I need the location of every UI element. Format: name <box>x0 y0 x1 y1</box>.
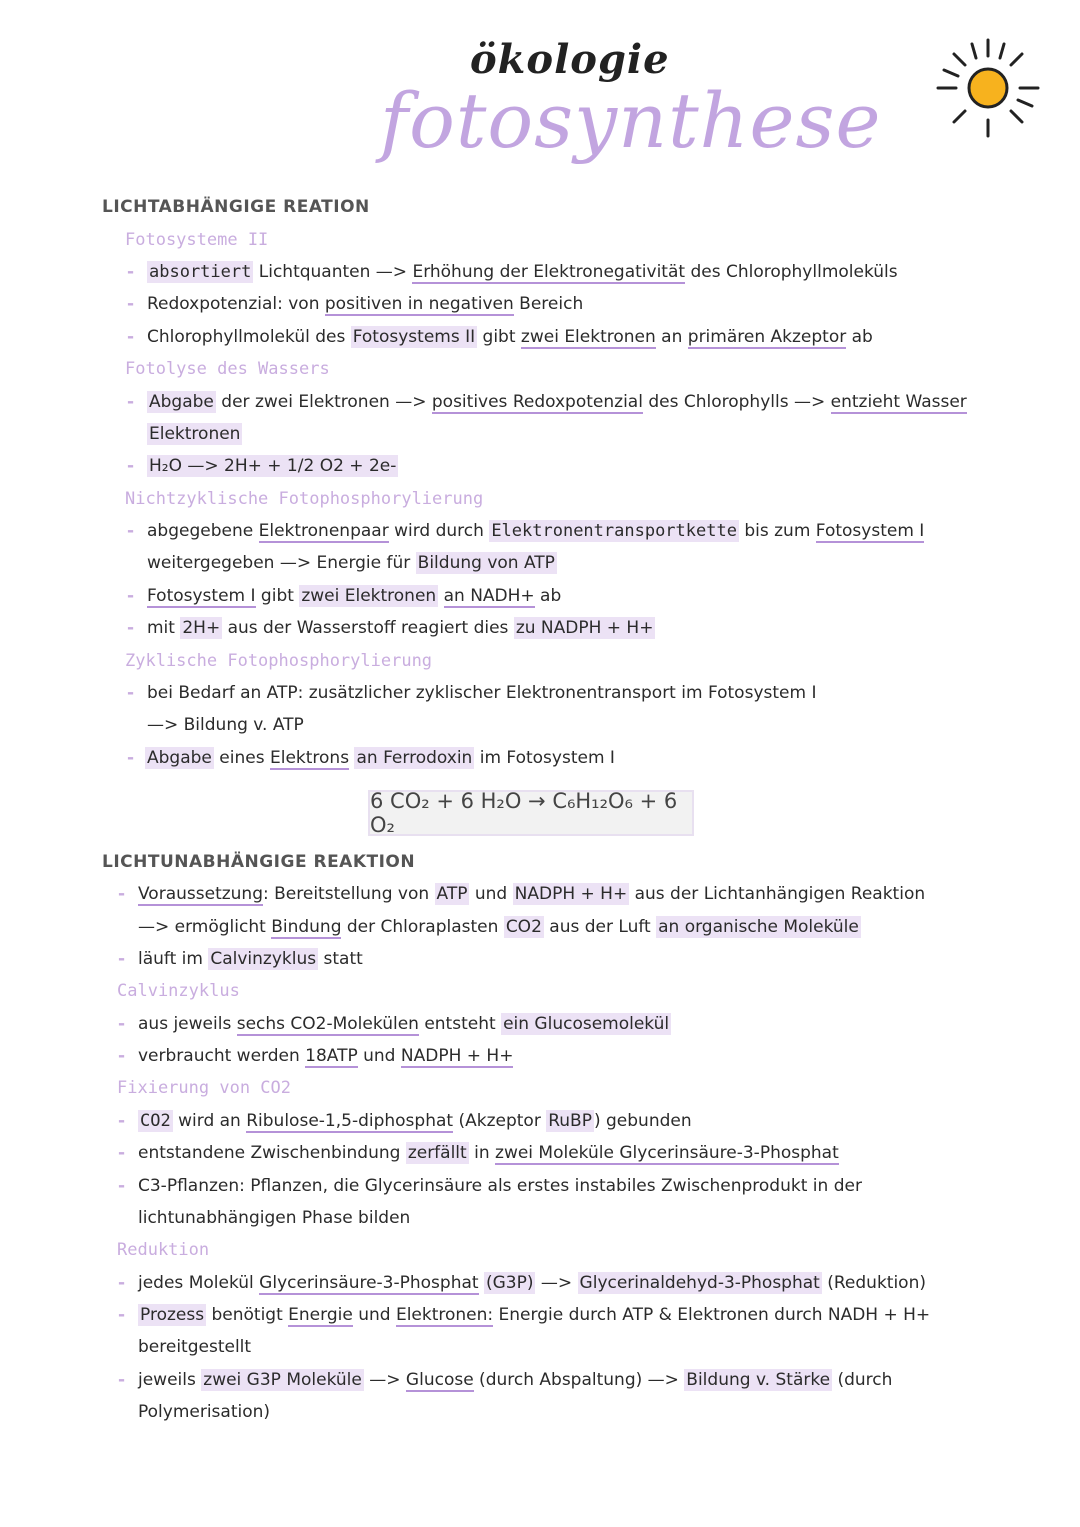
section-heading-light: LICHTABHÄNGIGE REATION <box>102 197 370 217</box>
bullet-dash: - <box>118 884 126 904</box>
bullet-dash: - <box>127 586 135 606</box>
subheading-cyclic: Zyklische Fotophosphorylierung <box>125 651 433 671</box>
subheading-ps2: Fotosysteme II <box>125 230 269 250</box>
subheading-fixation: Fixierung von CO2 <box>117 1078 291 1098</box>
bullet-dash: - <box>127 456 135 476</box>
note-line: bei Bedarf an ATP: zusätzlicher zyklischer Elektronentransport im Fotosystem I <box>147 683 817 703</box>
bullet-dash: - <box>127 683 135 703</box>
note-line: läuft im Calvinzyklus statt <box>138 949 363 969</box>
bullet-dash: - <box>118 1014 126 1034</box>
note-line: Redoxpotenzial: von positiven in negativen Bereich <box>147 294 584 314</box>
subheading-reduction: Reduktion <box>117 1240 210 1260</box>
bullet-dash: - <box>127 327 135 347</box>
note-line: abgegebene Elektronenpaar wird durch Elektronentransportkette bis zum Fotosystem I <box>147 521 925 541</box>
bullet-dash: - <box>118 1046 126 1066</box>
note-line: jedes Molekül Glycerinsäure-3-Phosphat (G3P) —> Glycerinaldehyd-3-Phosphat (Reduktion) <box>138 1273 926 1293</box>
note-line: H₂O —> 2H+ + 1/2 O2 + 2e- <box>149 456 397 476</box>
bullet-dash: - <box>127 294 135 314</box>
note-line: mit 2H+ aus der Wasserstoff reagiert dies zu NADPH + H+ <box>147 618 654 638</box>
note-line: aus jeweils sechs CO2-Molekülen entsteht ein Glucosemolekül <box>138 1014 670 1034</box>
note-line: Chlorophyllmolekül des Fotosystems II gibt zwei Elektronen an primären Akzeptor ab <box>147 327 873 347</box>
bullet-dash: - <box>127 618 135 638</box>
bullet-dash: - <box>127 262 135 282</box>
note-line: Abgabe der zwei Elektronen —> positives Redoxpotenzial des Chlorophylls —> entzieht Wasser <box>149 392 967 412</box>
note-line: absortiert Lichtquanten —> Erhöhung der Elektronegativität des Chlorophyllmoleküls <box>149 262 898 282</box>
note-line: —> Bildung v. ATP <box>147 715 304 735</box>
note-line: C3-Pflanzen: Pflanzen, die Glycerinsäure als erstes instabiles Zwischenprodukt in der <box>138 1176 862 1196</box>
bullet-dash: - <box>127 392 135 412</box>
note-line: CO2 wird an Ribulose-1,5-diphosphat (Akzeptor RuBP ) gebunden <box>140 1111 692 1131</box>
note-line: —> ermöglicht Bindung der Chloraplasten CO2 aus der Luft an organische Moleküle <box>138 917 859 937</box>
note-line: bereitgestellt <box>138 1337 252 1357</box>
note-line: weitergegeben —> Energie für Bildung von ATP <box>147 553 555 573</box>
note-line: Voraussetzung: Bereitstellung von ATP und NADPH + H+ aus der Lichtanhängigen Reaktion <box>138 884 926 904</box>
page-subject: ökologie <box>470 36 670 83</box>
bullet-dash: - <box>118 1143 126 1163</box>
bullet-dash: - <box>127 521 135 541</box>
note-line: jeweils zwei G3P Moleküle —> Glucose (durch Abspaltung) —> Bildung v. Stärke (durch <box>138 1370 893 1390</box>
note-line: Prozess benötigt Energie und Elektronen: Energie durch ATP & Elektronen durch NADH + H+ <box>140 1305 931 1325</box>
bullet-dash: - <box>118 1370 126 1390</box>
bullet-dash: - <box>118 949 126 969</box>
subheading-noncyclic: Nichtzyklische Fotophosphorylierung <box>125 489 484 509</box>
note-line: Abgabe eines Elektrons an Ferrodoxin im Fotosystem I <box>147 748 615 768</box>
subheading-photolysis: Fotolyse des Wassers <box>125 359 330 379</box>
note-line: verbraucht werden 18ATP und NADPH + H+ <box>138 1046 514 1066</box>
subheading-calvin: Calvinzyklus <box>117 981 240 1001</box>
note-line: Fotosystem I gibt zwei Elektronen an NADH+ ab <box>147 586 562 606</box>
bullet-dash: - <box>118 1273 126 1293</box>
section-heading-dark: LICHTUNABHÄNGIGE REAKTION <box>102 852 416 872</box>
bullet-dash: - <box>118 1176 126 1196</box>
note-line: entstandene Zwischenbindung zerfällt in zwei Moleküle Glycerinsäure-3-Phosphat <box>138 1143 839 1163</box>
photosynthesis-equation: 6 CO₂ + 6 H₂O → C₆H₁₂O₆ + 6 O₂ <box>368 790 694 836</box>
sun-icon <box>930 32 1046 144</box>
note-line: lichtunabhängigen Phase bilden <box>138 1208 411 1228</box>
bullet-dash: - <box>118 1111 126 1131</box>
bullet-dash: - <box>118 1305 126 1325</box>
bullet-dash: - <box>127 748 135 768</box>
note-line: Polymerisation) <box>138 1402 271 1422</box>
page-title: fotosynthese <box>380 76 882 165</box>
note-line: Elektronen <box>149 424 241 444</box>
